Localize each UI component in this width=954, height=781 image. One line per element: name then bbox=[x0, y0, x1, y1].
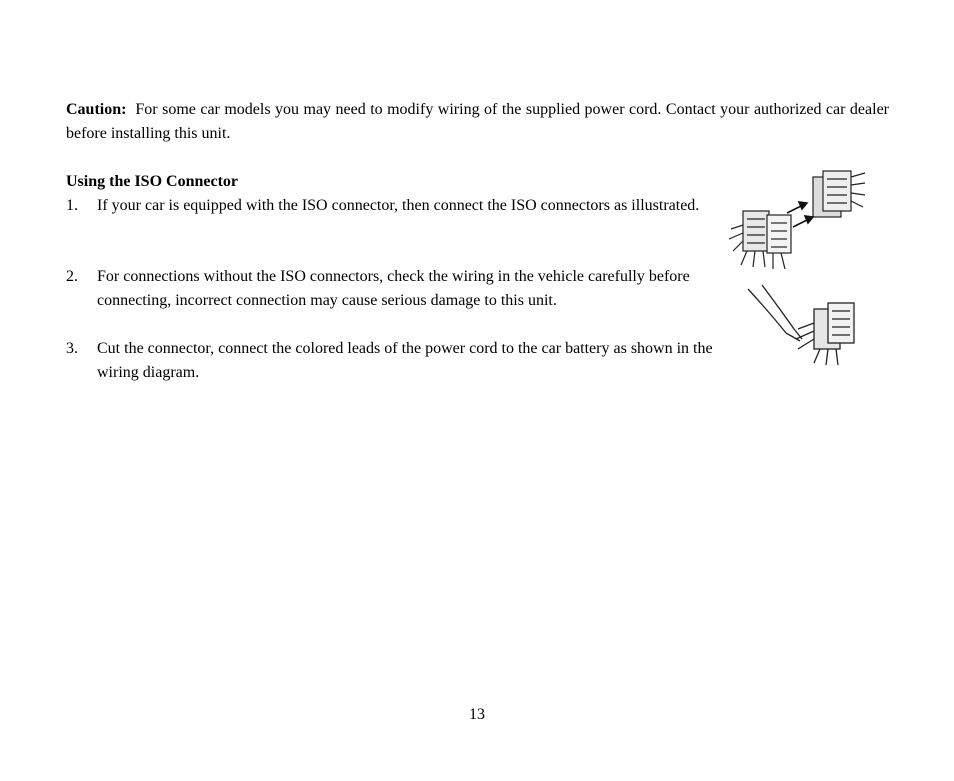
page-number: 13 bbox=[469, 706, 485, 723]
section-heading: Using the ISO Connector bbox=[66, 173, 239, 190]
step-text: Cut the connector, connect the colored leads of the power cord to the car battery as shown in the wiring diagram. bbox=[97, 340, 713, 381]
step-number: 1. bbox=[66, 197, 78, 214]
iso-connector-illustration bbox=[727, 167, 867, 271]
caution-paragraph bbox=[66, 98, 889, 146]
caution-label: Caution: bbox=[66, 101, 127, 118]
step-text: If your car is equipped with the ISO connector, then connect the ISO connectors as illustrated. bbox=[97, 197, 700, 214]
cutting-connector-illustration bbox=[740, 283, 860, 369]
step-number: 3. bbox=[66, 340, 78, 357]
step-number: 2. bbox=[66, 268, 78, 285]
caution-text: For some car models you may need to modify wiring of the supplied power cord. Contact your authorized car dealer before installing this unit. bbox=[66, 101, 890, 142]
step-text: For connections without the ISO connectors, check the wiring in the vehicle carefully before connecting, incorrect connection may cause serious damage to this unit. bbox=[97, 268, 690, 309]
